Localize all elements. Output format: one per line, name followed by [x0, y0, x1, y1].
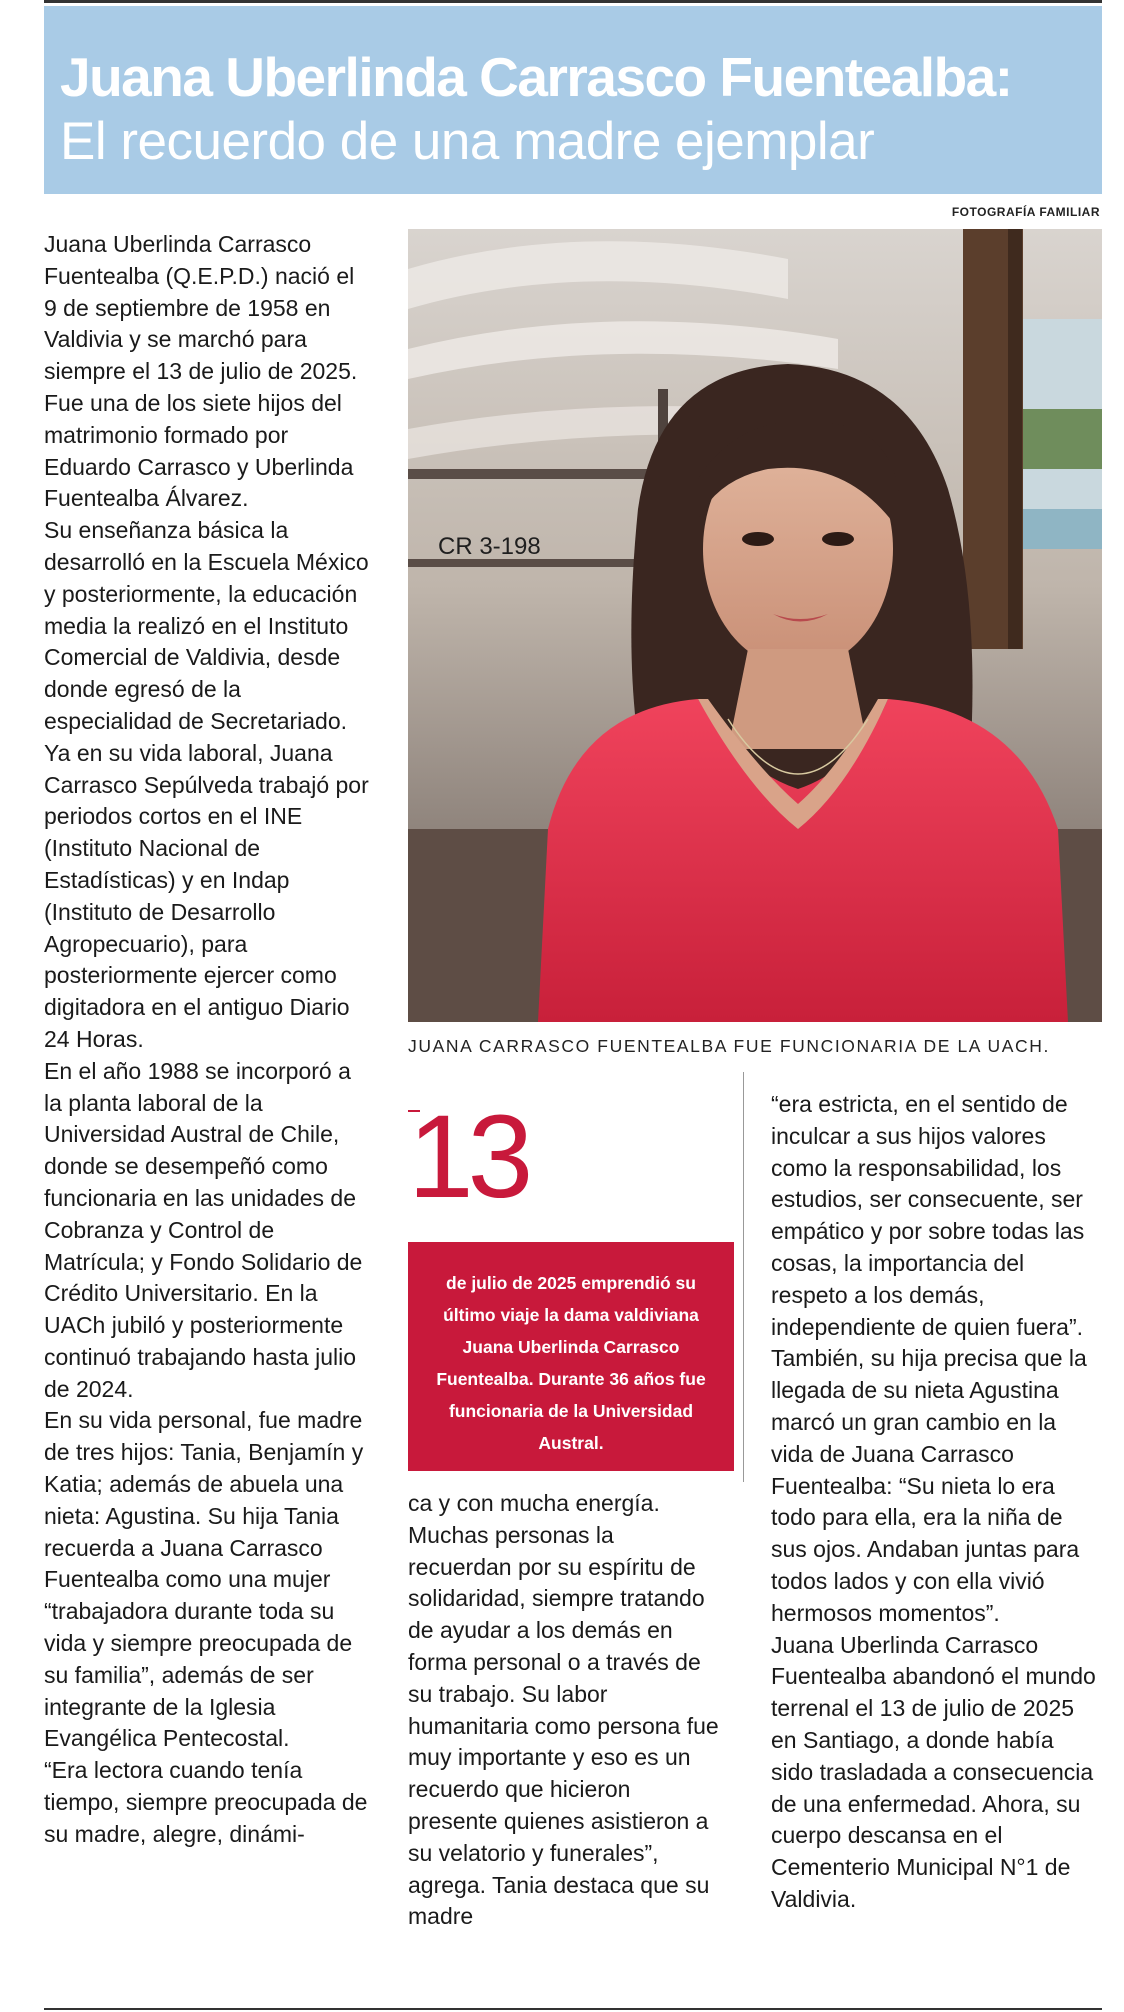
- column-divider: [743, 1072, 744, 1482]
- paragraph: “era estricta, en el sentido de inculcar a sus hijos valores como la responsabilidad, los estudios, ser consecuente, ser empático y por sobre todas las cosas, la importancia del respeto a los demás, independiente de quien fuera”.: [771, 1091, 1085, 1340]
- paragraph: Juana Uberlinda Carrasco Fuentealba abandonó el mundo terrenal el 13 de julio de 2025 en Santiago, a donde había sido trasladada a consecuencia de una enfermedad. Ahora, su cuerpo descansa en el Cementerio Municipal N°1 de Valdivia.: [771, 1631, 1096, 1912]
- paragraph: Su enseñanza básica la desarrolló en la Escuela México y posteriormente, la educación media la realizó en el Instituto Comercial de Valdivia, desde donde egresó de la especialidad de Secretariado.: [44, 517, 369, 734]
- portrait-photo: [408, 229, 1102, 1022]
- paragraph: ca y con mucha energía. Muchas personas la recuerdan por su espíritu de solidaridad, siempre tratando de ayudar a los demás en forma personal o a través de su trabajo. Su labor humanitaria como persona fue muy importante y eso es un recuerdo que hicieron presente quienes asistieron a su velatorio y funerales”, agrega. Tania destaca que su madre: [408, 1490, 719, 1930]
- photo-caption: JUANA CARRASCO FUENTEALBA FUE FUNCIONARIA DE LA UACH.: [408, 1036, 1050, 1056]
- bottom-rule: [44, 2008, 1102, 2010]
- article-column-3: [771, 1089, 1101, 1916]
- top-rule: [44, 0, 1102, 3]
- paragraph: “Era lectora cuando tenía tiempo, siempre preocupada de su madre, alegre, dinámi-: [44, 1757, 368, 1847]
- paragraph: En el año 1988 se incorporó a la planta laboral de la Universidad Austral de Chile, donde se desempeñó como funcionaria en las unidades de Cobranza y Control de Matrícula; y Fondo Solidario de Crédito Universitario. En la UACh jubiló y posteriormente continuó trabajando hasta julio de 2024.: [44, 1057, 363, 1402]
- paragraph: En su vida personal, fue madre de tres hijos: Tania, Benjamín y Katia; además de abuela una nieta: Agustina. Su hija Tania recuerda a Juana Carrasco Fuentealba como una mujer “trabajadora durante toda su vida y siempre preocupada de su familia”, además de ser integrante de la Iglesia Evangélica Pentecostal.: [44, 1407, 364, 1752]
- headline-title: Juana Uberlinda Carrasco Fuentealba:: [60, 46, 1012, 108]
- article-column-2: [408, 1488, 723, 1933]
- headline-banner: [44, 6, 1102, 194]
- article-column-1: [44, 229, 370, 1851]
- headline-subtitle: El recuerdo de una madre ejemplar: [60, 112, 875, 171]
- paragraph: Juana Uberlinda Carrasco Fuentealba (Q.E.P.D.) nació el 9 de septiembre de 1958 en Valdivia y se marchó para siempre el 13 de julio de 2025. Fue una de los siete hijos del matrimonio formado por Eduardo Carrasco y Uberlinda Fuentealba Álvarez.: [44, 231, 358, 512]
- highlight-number: 13: [408, 1091, 528, 1223]
- paragraph: También, su hija precisa que la llegada de su nieta Agustina marcó un gran cambio en la vida de Juana Carrasco Fuentealba: “Su nieta lo era todo para ella, era la niña de sus ojos. Andaban juntas para todos lados y con ella vivió hermosos momentos”.: [771, 1345, 1087, 1626]
- boat-sign-text: CR 3-198: [438, 533, 541, 560]
- highlight-box: de julio de 2025 emprendió su último viaje la dama valdiviana Juana Uberlinda Carrasco Fuentealba. Durante 36 años fue funcionaria de la Universidad Austral.: [408, 1242, 734, 1471]
- paragraph: Ya en su vida laboral, Juana Carrasco Sepúlveda trabajó por periodos cortos en el INE (Instituto Nacional de Estadísticas) y en Indap (Instituto de Desarrollo Agropecuario), para posteriormente ejercer como digitadora en el antiguo Diario 24 Horas.: [44, 739, 369, 1052]
- photo-credit: FOTOGRAFÍA FAMILIAR: [951, 205, 1100, 219]
